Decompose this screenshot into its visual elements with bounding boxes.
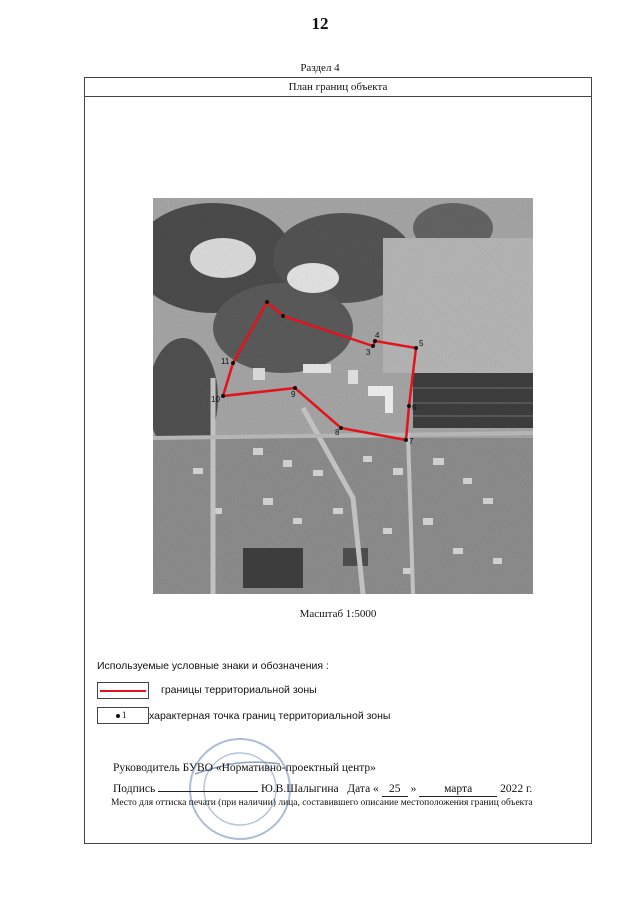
legend-point-symbol: 1 xyxy=(97,707,149,724)
legend-point-label: характерная точка границ территориальной зоны xyxy=(149,710,391,722)
scale-label: Масштаб 1:5000 xyxy=(299,608,377,620)
point-label-9: 9 xyxy=(291,390,296,399)
point-label-7: 7 xyxy=(409,437,414,446)
sign-label: Подпись xyxy=(113,783,156,795)
date-label: Дата « xyxy=(347,783,379,795)
plan-frame xyxy=(84,77,592,844)
legend-line-symbol xyxy=(97,682,149,699)
point-label-4: 4 xyxy=(375,331,380,340)
aerial-map xyxy=(153,198,533,594)
legend-title: Используемые условные знаки и обозначения : xyxy=(97,660,329,672)
signer-name: Ю.В.Шалыгина xyxy=(260,783,339,795)
director-line: Руководитель БУВО «Нормативно-проектный центр» xyxy=(113,762,376,774)
point-label-11: 11 xyxy=(221,357,230,366)
page-number: 12 xyxy=(311,14,329,33)
section-label: Раздел 4 xyxy=(300,62,340,74)
sign-date-line xyxy=(113,778,532,797)
date-month: марта xyxy=(419,783,497,797)
point-label-6: 6 xyxy=(412,403,417,412)
legend-line-label: границы территориальной зоны xyxy=(161,684,317,696)
point-label-5: 5 xyxy=(419,339,424,348)
date-day: 25 xyxy=(382,783,408,797)
point-label-10: 10 xyxy=(211,395,220,404)
point-label-8: 8 xyxy=(335,428,340,437)
date-close-quote: » xyxy=(410,783,417,795)
date-year: 2022 г. xyxy=(500,783,533,795)
frame-title: План границ объекта xyxy=(85,78,591,97)
stamp-place-note: Место для оттиска печати (при наличии) лица, составившего описание местоположения границ объекта xyxy=(111,798,533,808)
point-label-3: 3 xyxy=(366,348,371,357)
